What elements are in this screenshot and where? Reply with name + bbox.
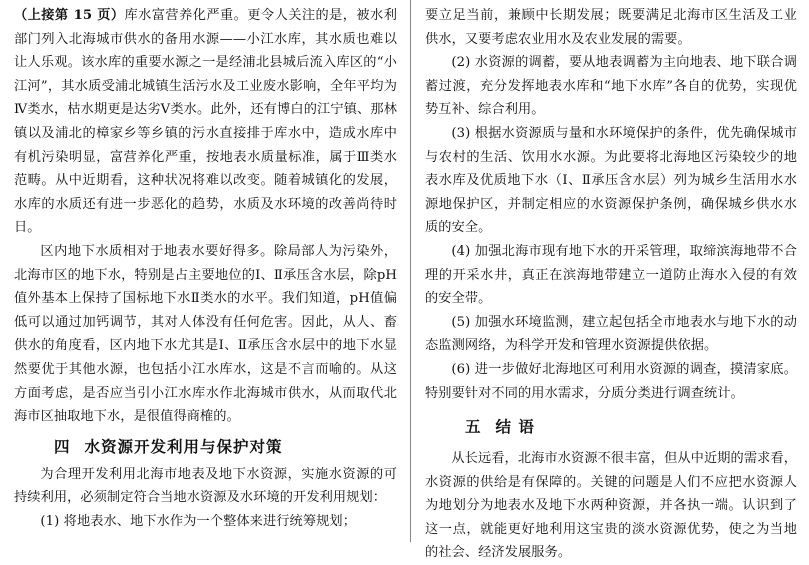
section-5-title: 结 语 xyxy=(495,418,535,437)
section-4-item-1: (1) 将地表水、地下水作为一个整体来进行统筹规划； xyxy=(40,513,356,529)
left-paragraph-continued xyxy=(14,4,397,240)
section-4-title: 水资源开发利用与保护对策 xyxy=(84,437,283,456)
list-item: (6) 进一步做好北海地区可利用水资源的调查，摸清家底。特别要针对不同的用水需求，分质分类进行调查统计。 xyxy=(425,361,797,401)
left-column xyxy=(14,4,397,533)
conclusion-paragraph: 从长远看，北海市水资源不很丰富，但从中近期的需求看，水资源的供给是有保障的。关键的问题是人们不应把水资源人为地划分为地表水及地下水两种资源，并各执一端。认识到了这一点，就能更好地利用这宝贵的淡水资源优势，使之为当地的社会、经济发展服务。 xyxy=(425,451,797,561)
section-5-number: 五 xyxy=(465,418,482,437)
list-item: (5) 加强水环境监测，建立起包括全市地表水与地下水的动态监测网络，为科学开发和管理水资源提供依据。 xyxy=(425,314,797,354)
section-5-heading xyxy=(465,415,797,439)
section-4-heading xyxy=(54,435,397,459)
left-paragraph-groundwater: 区内地下水质相对于地表水要好得多。除局部人为污染外，北海市区的地下水，特别是占主要地位的Ⅰ、Ⅱ承压含水层，除pH值外基本上保持了国标地下水Ⅱ类水的水平。我们知道，pH值偏低可以通过加钙调节，其对人体没有任何危害。因此，从人、畜供水的角度看，区内地下水尤其是Ⅰ、Ⅱ承压含水层中的地下水显然要优于其他水源，也包括小江水库水，这是不言而喻的。从这方面考虑，是否应当引小江水库水作北海城市供水，从而取代北海市区抽取地下水，是很值得商榷的。 xyxy=(14,243,397,425)
section-4-intro: 为合理开发利用北海市地表及地下水资源，实施水资源的可持续利用，必须制定符合当地水资源及水环境的开发利用规划： xyxy=(14,466,397,506)
paragraph-text: 库水富营养化严重。更令人关注的是，被水利部门列入北海城市供水的备用水源——小江水库，其水质也难以让人乐观。该水库的重要水源之一是经浦北县城后流入库区的“小江河”，其水质受浦北城镇生活污水及工业废水影响，全年平均为Ⅳ类水，枯水期更是达劣Ⅴ类水。此外，还有博白的江宁镇、那林镇以及浦北的樟家乡等乡镇的污水直接排于库水中，造成水库中有机污染明显，富营养化严重，按地表水质量标准，属于Ⅲ类水范畴。从中近期看，这种状况将难以改变。随着城镇化的发展，水库的水质还有进一步恶化的趋势，水质及水环境的改善尚待时日。 xyxy=(14,8,397,236)
column-divider xyxy=(410,0,411,542)
list-item: (2) 水资源的调蓄，要从地表调蓄为主向地表、地下联合调蓄过渡，充分发挥地表水库和“地下水库”各自的优势，实现优势互补、综合利用。 xyxy=(425,55,797,118)
right-column xyxy=(425,4,797,565)
continued-from-label: （上接第 15 页） xyxy=(14,8,125,23)
item-1-continued: 要立足当前，兼顾中长期发展；既要满足北海市区生活及工业供水，又要考虑农业用水及农业发展的需要。 xyxy=(425,8,797,47)
list-item: (3) 根据水资源质与量和水环境保护的条件，优先确保城市与农村的生活、饮用水水源。为此要将北海地区污染较少的地表水库及优质地下水（Ⅰ、Ⅱ承压含水层）列为城乡生活用水水源地保护区，并制定相应的水资源保护条例，确保城乡供水水质的安全。 xyxy=(425,125,797,236)
section-4-number: 四 xyxy=(54,437,71,456)
list-item: (4) 加强北海市现有地下水的开采管理，取缔滨海地带不合理的开采水井，真正在滨海地带建立一道防止海水入侵的有效的安全带。 xyxy=(425,243,797,307)
